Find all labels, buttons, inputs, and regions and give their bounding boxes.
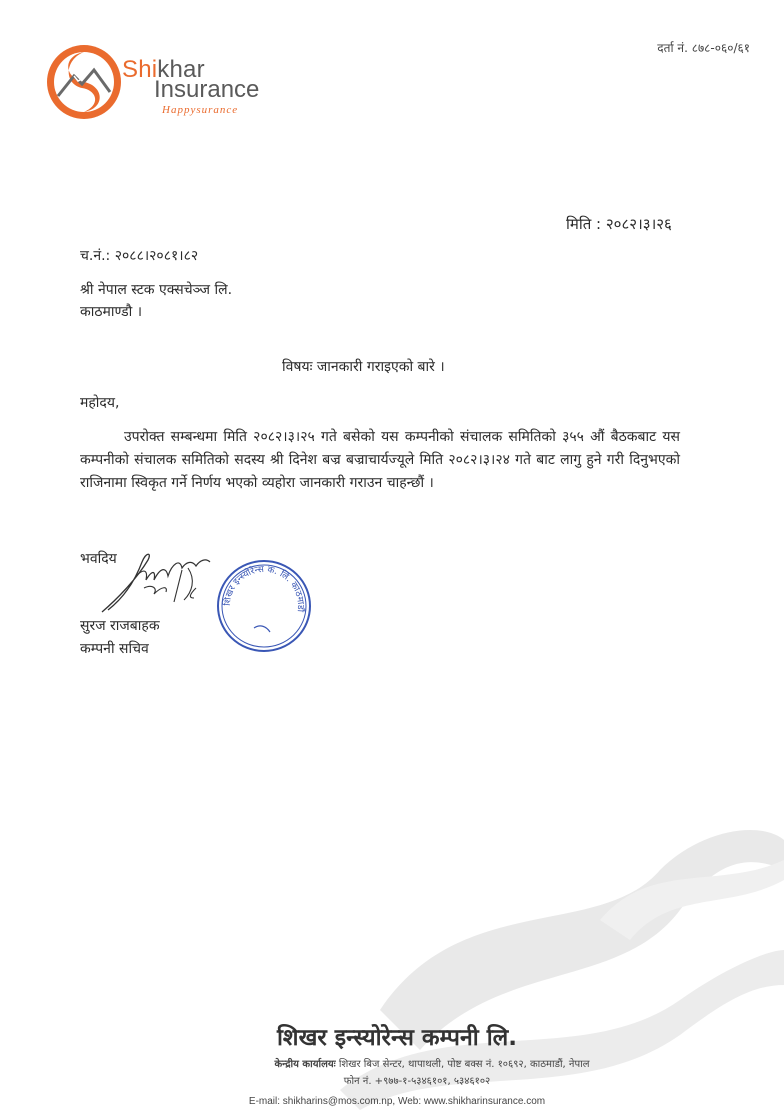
brand-tagline: Happysurance bbox=[162, 104, 239, 116]
brand-text-part2: khar bbox=[157, 56, 205, 83]
registration-number: दर्ता नं. ८७८-०६०/६१ bbox=[657, 41, 750, 55]
footer-contact: E-mail: shikharins@mos.com.np, Web: www.shikharinsurance.com bbox=[248, 1096, 546, 1107]
brand-text-line2: Insurance bbox=[154, 76, 260, 103]
closing: भवदिय bbox=[80, 551, 117, 567]
shikhar-logo-icon bbox=[44, 42, 124, 122]
letter-subject: विषयः जानकारी गराइएको बारे । bbox=[282, 359, 445, 375]
brand-text-part1: Shi bbox=[122, 56, 158, 83]
office-address: शिखर बिज सेन्टर, थापाथली, पोष्ट बक्स नं. १०६९२, काठमाडौं, नेपाल bbox=[338, 1059, 590, 1070]
company-stamp bbox=[214, 558, 314, 654]
signer-title: कम्पनी सचिव bbox=[80, 641, 149, 657]
stamp-text: शिखर इन्स्योरेन्स कं. लि. काठमाडौं bbox=[222, 564, 306, 613]
signature-graphic bbox=[96, 540, 216, 620]
footer-phone: फोन नं. +९७७-१-५३४६१०१, ५३४६१०२ bbox=[343, 1076, 491, 1087]
footer-company-name: शिखर इन्स्योरेन्स कम्पनी लि. bbox=[276, 1025, 518, 1051]
salutation: महोदय, bbox=[80, 395, 120, 411]
office-label: केन्द्रीय कार्यालयः bbox=[274, 1059, 336, 1070]
signer-name: सुरज राजबाहक bbox=[80, 618, 160, 634]
recipient-name: श्री नेपाल स्टक एक्सचेञ्ज लि. bbox=[80, 282, 233, 298]
letter-body: उपरोक्त सम्बन्धमा मिति २०८२।३।२५ गते बसेको यस कम्पनीको संचालक समितिको ३५५ औं बैठकबाट यस कम्पनीको संचालक समितिको सदस्य श्री दिनेश बज्र बज्राचार्यज्यूले मिति २०८२।३।२४ गते बाट लागु हुने गरी दिनुभएको राजिनामा स्विकृत गर्ने निर्णय भएको व्यहोरा जानकारी गराउन चाहन्छौं । bbox=[80, 429, 680, 491]
letter-date: मिति : २०८२।३।२६ bbox=[566, 215, 672, 233]
recipient-address: काठमाण्डौ । bbox=[80, 304, 143, 320]
reference-number: च.नं.: २०८८।२०८१।८२ bbox=[80, 248, 199, 264]
company-logo bbox=[44, 42, 284, 128]
footer-address bbox=[0, 1056, 784, 1070]
